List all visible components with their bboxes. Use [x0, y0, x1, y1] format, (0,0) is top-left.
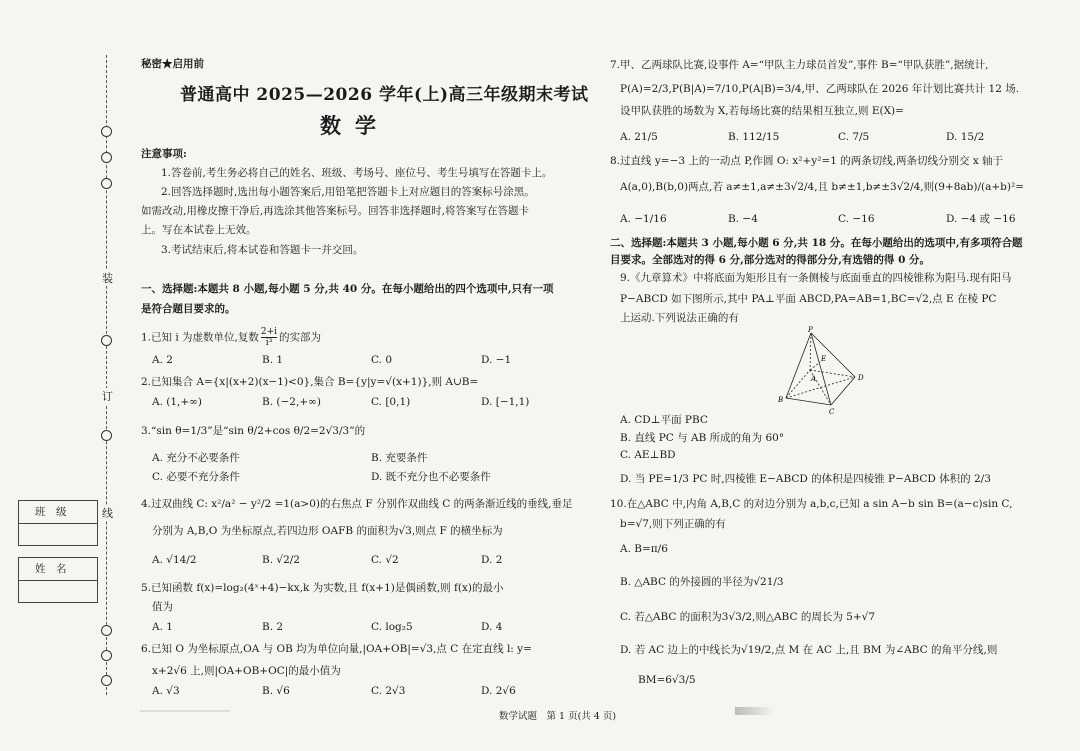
q9-option-d: D. 当 PE=1/3 PC 时,四棱锥 E−ABCD 的体积是四棱锥 P−ABCD 体积的 2/3: [620, 473, 991, 485]
q2-option-b: B. (−2,+∞): [262, 396, 321, 408]
binding-hole: [101, 178, 112, 189]
q4-stem-line2: 分别为 A,B,O 为坐标原点,若四边形 OAFB 的面积为√3,则点 F 的横坐标为: [152, 525, 503, 537]
q10-stem-line1: 10.在△ABC 中,内角 A,B,C 的对边分别为 a,b,c,已知 a sin A−b sin B=(a−c)sin C,: [610, 498, 1013, 510]
binding-hole: [101, 430, 112, 441]
class-label: 班 级: [35, 506, 67, 518]
binding-dashed-line: [106, 55, 107, 695]
q9-stem-line2: P−ABCD 如下图所示,其中 PA⊥平面 ABCD,PA=AB=1,BC=√2,点 E 在棱 PC: [620, 293, 997, 305]
fig-label-p: P: [808, 326, 813, 334]
q7-stem-line3: 设甲队获胜的场数为 X,若每场比赛的结果相互独立,则 E(X)=: [620, 105, 904, 117]
q6-stem-line2: x+2√6 上,则|OA+OB+OC|的最小值为: [152, 665, 341, 677]
q2-option-d: D. [−1,1): [481, 396, 530, 408]
name-label: 姓 名: [35, 563, 67, 575]
q3-option-a: A. 充分不必要条件: [152, 452, 240, 464]
exam-title: 普通高中 2025—2026 学年(上)高三年级期末考试: [180, 85, 589, 105]
page-footer: 数学试题 第 1 页(共 4 页): [499, 711, 617, 722]
binding-hole: [101, 650, 112, 661]
notice-title: 注意事项:: [141, 148, 187, 160]
binding-label-ding: 订: [102, 390, 113, 403]
binding-hole: [101, 126, 112, 137]
q4-option-c: C. √2: [371, 554, 399, 566]
q6-option-c: C. 2√3: [371, 685, 406, 697]
binding-hole: [101, 152, 112, 163]
q10-option-d: D. 若 AC 边上的中线长为√19/2,点 M 在 AC 上,且 BM 为∠ABC 的角平分线,则: [620, 644, 998, 656]
q10-stem-line2: b=√7,则下列正确的有: [620, 518, 726, 530]
fig-label-a: A: [811, 375, 817, 383]
q2-option-c: C. [0,1): [371, 396, 411, 408]
q9-option-b: B. 直线 PC 与 AB 所成的角为 60°: [620, 432, 785, 444]
notice-line: 3.考试结束后,将本试卷和答题卡一并交回。: [161, 244, 364, 256]
q4-option-d: D. 2: [481, 554, 503, 566]
q5-option-c: C. log₂5: [371, 621, 413, 633]
fig-label-e: E: [821, 355, 827, 363]
binding-label-xian: 线: [102, 507, 113, 520]
fig-label-b: B: [778, 396, 784, 404]
q4-option-a: A. √14/2: [152, 554, 197, 566]
q1-option-a: A. 2: [152, 354, 173, 366]
notice-line: 如需改动,用橡皮擦干净后,再选涂其他答案标号。回答非选择题时,将答案写在答题卡: [141, 205, 530, 217]
q9-stem-line3: 上运动.下列说法正确的有: [620, 312, 739, 324]
footer-smudge: [735, 707, 775, 715]
q3-option-c: C. 必要不充分条件: [152, 471, 240, 483]
q2-option-a: A. (1,+∞): [152, 396, 203, 408]
q1-option-b: B. 1: [262, 354, 284, 366]
q6-option-d: D. 2√6: [481, 685, 516, 697]
q6-option-b: B. √6: [262, 685, 290, 697]
section2-heading: 二、选择题:本题共 3 小题,每小题 6 分,共 18 分。在每小题给出的选项中,有多项符合题: [610, 237, 1023, 249]
q10-option-d-cont: BM=6√3/5: [638, 674, 696, 686]
q7-option-c: C. 7/5: [838, 131, 870, 143]
q6-stem-line1: 6.已知 O 为坐标原点,OA 与 OB 均为单位向量,|OA+OB|=√3,点 C 在定直线 l: y=: [141, 643, 532, 655]
section1-heading-cont: 是符合题目要求的。: [141, 303, 236, 315]
q9-option-c: C. AE⊥BD: [620, 449, 676, 461]
q8-option-c: C. −16: [838, 213, 875, 225]
pyramid-figure: [775, 325, 870, 415]
secret-mark: 秘密★启用前: [141, 58, 204, 70]
q10-option-b: B. △ABC 的外接圆的半径为√21/3: [620, 576, 784, 588]
q5-option-a: A. 1: [152, 621, 173, 633]
q9-stem-line1: 9.《九章算术》中将底面为矩形且有一条侧棱与底面垂直的四棱锥称为阳马.现有阳马: [620, 272, 1012, 284]
q4-stem-line1: 4.过双曲线 C: x²/a² − y²/2 =1(a>0)的右焦点 F 分别作双曲线 C 的两条渐近线的垂线,垂足: [141, 498, 573, 510]
q7-stem-line2: P(A)=2/3,P(B|A)=7/10,P(A|B)=3/4,甲、乙两球队在 2026 年计划比赛共计 12 场.: [620, 83, 1020, 95]
class-box: [18, 500, 98, 546]
subject-title: 数学: [320, 113, 390, 138]
binding-hole: [101, 335, 112, 346]
q8-stem-line1: 8.过直线 y=−3 上的一动点 P,作圆 O: x²+y²=1 的两条切线,两条切线分别交 x 轴于: [610, 155, 1004, 167]
q3-option-b: B. 充要条件: [371, 452, 428, 464]
q7-option-b: B. 112/15: [728, 131, 780, 143]
binding-hole: [101, 675, 112, 686]
q3-option-d: D. 既不充分也不必要条件: [371, 471, 491, 483]
q7-option-a: A. 21/5: [620, 131, 658, 143]
binding-label-zhuang: 装: [102, 272, 113, 285]
q10-option-a: A. B=π/6: [620, 543, 668, 555]
q8-stem-line2: A(a,0),B(b,0)两点,若 a≠±1,a≠±3√2/4,且 b≠±1,b≠±3√2/4,则(9+8ab)/(a+b)²=: [620, 181, 1024, 193]
q8-option-d: D. −4 或 −16: [946, 213, 1016, 225]
q7-stem-line1: 7.甲、乙两球队比赛,设事件 A=“甲队主力球员首发”,事件 B=“甲队获胜”,据统计,: [610, 59, 989, 71]
q8-option-a: A. −1/16: [620, 213, 667, 225]
q1-stem: 1.已知 i 为虚数单位,复数 $\frac{2+i}{\text{i³}}$ 的实部为: [141, 327, 322, 348]
fig-label-c: C: [829, 408, 835, 415]
section2-heading-cont: 目要求。全部选对的得 6 分,部分选对的得部分分,有选错的得 0 分。: [610, 254, 931, 266]
q5-stem-line1: 5.已知函数 f(x)=log₂(4ˣ+4)−kx,k 为实数,且 f(x+1)是偶函数,则 f(x)的最小: [141, 582, 504, 594]
q5-option-d: D. 4: [481, 621, 503, 633]
notice-line: 1.答卷前,考生务必将自己的姓名、班级、考场号、座位号、考生号填写在答题卡上。: [161, 167, 553, 179]
name-box[interactable]: [18, 557, 98, 603]
q4-option-b: B. √2/2: [262, 554, 300, 566]
section1-heading: 一、选择题:本题共 8 小题,每小题 5 分,共 40 分。在每小题给出的四个选项中,只有一项: [141, 283, 554, 295]
q5-stem-line2: 值为: [152, 601, 173, 613]
notice-line: 上。写在本试卷上无效。: [141, 224, 257, 236]
q9-option-a: A. CD⊥平面 PBC: [620, 414, 708, 426]
footer-smudge: [140, 710, 230, 712]
q6-option-a: A. √3: [152, 685, 180, 697]
binding-hole: [101, 625, 112, 636]
q3-stem: 3.“sin θ=1/3”是“sin θ/2+cos θ/2=2√3/3”的: [141, 425, 366, 437]
q2-stem: 2.已知集合 A={x|(x+2)(x−1)<0},集合 B={y|y=√(x+1)},则 A∪B=: [141, 376, 479, 388]
notice-line: 2.回答选择题时,选出每小题答案后,用铅笔把答题卡上对应题目的答案标号涂黑。: [161, 186, 535, 198]
q8-option-b: B. −4: [728, 213, 758, 225]
q1-option-d: D. −1: [481, 354, 512, 366]
q7-option-d: D. 15/2: [946, 131, 985, 143]
q1-option-c: C. 0: [371, 354, 393, 366]
q10-option-c: C. 若△ABC 的面积为3√3/2,则△ABC 的周长为 5+√7: [620, 611, 876, 623]
q5-option-b: B. 2: [262, 621, 284, 633]
fig-label-d: D: [858, 374, 864, 382]
